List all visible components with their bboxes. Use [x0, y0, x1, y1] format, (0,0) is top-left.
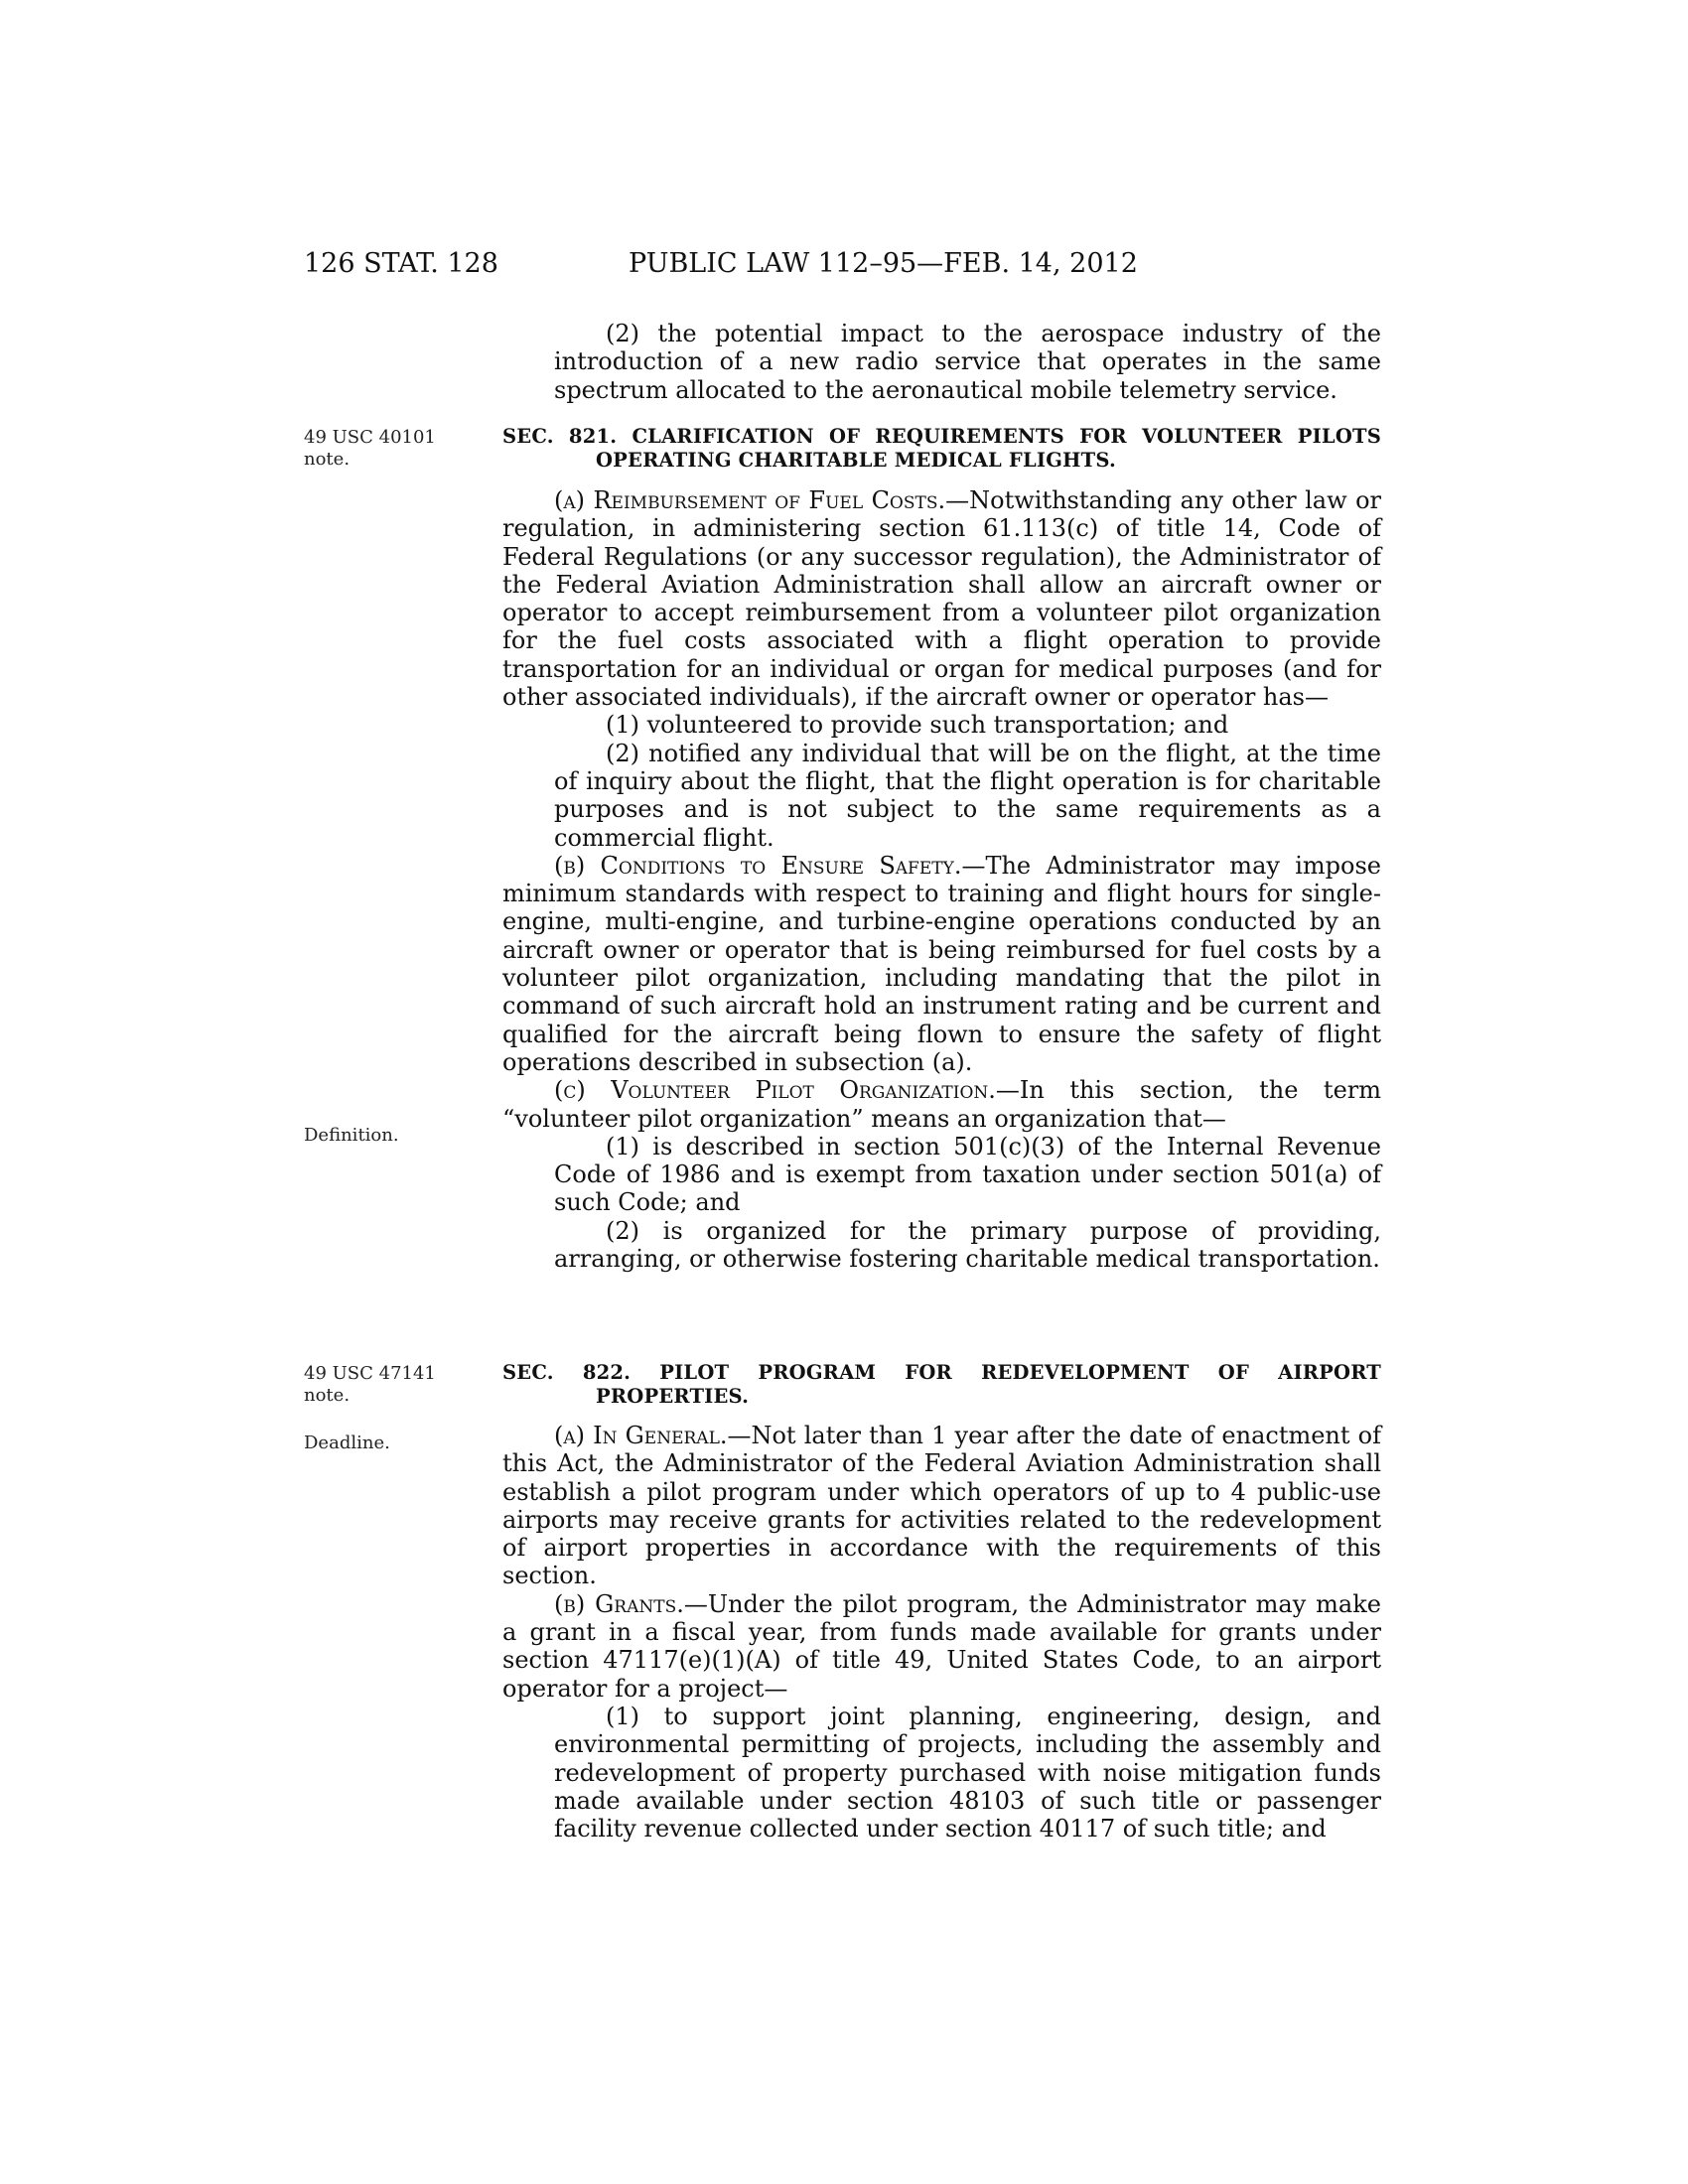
sec-821-b-text: —The Administrator may impose minimum standards with respect to training and flight hours for single-engine, multi-engine, and turbine-engine operations conducted by an aircraft owner or operator that is being reimbursed for fuel costs by a volunteer pilot organization, including mandating that the pilot in command of such aircraft hold an instrument rating and be current and qualified for the aircraft being flown to ensure the safety of flight operations described in subsection (a).	[502, 851, 1382, 1076]
sec-821-a-label: (a) Reimbursement of Fuel Costs.	[554, 486, 946, 514]
continuation-item-2: (2) the potential impact to the aerospace industry of the introduction of a new radio service that operates in the same spectrum allocated to the aeronautical mobile telemetry service.	[554, 320, 1381, 404]
sec-821-c-text: —In this section, the term “volunteer pilot organization” means an organization that—	[502, 1076, 1381, 1133]
sec-822-b-text: —Under the pilot program, the Administrator may make a grant in a fiscal year, from funds made available for grants under section 47117(e)(1)(A) of title 49, United States Code, to an airport operator for a project—	[502, 1589, 1381, 1703]
sec-822-heading: SEC. 822. PILOT PROGRAM FOR REDEVELOPMENT OF AIRPORT PROPERTIES.	[502, 1361, 1381, 1408]
sec-821-c-label: (c) Volunteer Pilot Organization.	[554, 1076, 996, 1105]
sec-821-heading: SEC. 821. CLARIFICATION OF REQUIREMENTS FOR VOLUNTEER PILOTS OPERATING CHARITABLE MEDICAL FLIGHTS.	[502, 425, 1381, 472]
sec-821-heading-block	[502, 425, 1381, 473]
page-header	[0, 248, 1688, 288]
law-title: PUBLIC LAW 112–95—FEB. 14, 2012	[629, 248, 1138, 279]
sec-822-a-text: —Not later than 1 year after the date of enactment of this Act, the Administrator of the Federal Aviation Administration shall establish a pilot program under which operators of up to 4 public-use airports may receive grants for activities related to the redevelopment of airport properties in accordance with the requirements of this section.	[502, 1422, 1381, 1590]
sec-821-body	[502, 486, 1381, 1273]
sec-822-subsection-b	[502, 1590, 1381, 1703]
sec-822-b-label: (b) Grants.	[554, 1589, 684, 1618]
sec-821-a-item-1: (1) volunteered to provide such transportation; and	[606, 711, 1229, 740]
sec-822-subsection-a	[502, 1422, 1381, 1590]
sec-822-heading-block	[502, 1361, 1381, 1409]
sec-821-subsection-a	[502, 486, 1381, 711]
stat-page-number: 126 STAT. 128	[304, 248, 498, 279]
margin-note-definition: Definition.	[304, 1125, 399, 1146]
sec-822-body	[502, 1422, 1381, 1843]
margin-note-usc-40101: 49 USC 40101 note.	[304, 427, 436, 470]
sec-821-a-text: —Notwithstanding any other law or regulation, in administering section 61.113(c) of title 14, Code of Federal Regulations (or any successor regulation), the Administrator of the Federal Aviation Administration shall allow an aircraft owner or operator to accept reimbursement from a volunteer pilot organization for the fuel costs associated with a flight operation to provide transportation for an individual or organ for medical purposes (and for other associated individuals), if the aircraft owner or operator has—	[502, 486, 1381, 712]
margin-note-usc-47141: 49 USC 47141 note.	[304, 1363, 436, 1406]
sec-822-b-item-1: (1) to support joint planning, engineering, design, and environmental permitting of projects, including the assembly and redevelopment of property purchased with noise mitigation funds made available under section 48103 of such title or passenger facility revenue collected under section 40117 of such title; and	[554, 1702, 1381, 1843]
sec-821-subsection-c	[502, 1076, 1381, 1133]
sec-821-b-label: (b) Conditions to Ensure Safety.	[554, 851, 962, 880]
sec-822-a-label: (a) In General.	[554, 1422, 728, 1449]
sec-821-subsection-b	[502, 852, 1381, 1076]
sec-821-c-item-2: (2) is organized for the primary purpose of providing, arranging, or otherwise fostering charitable medical transportation.	[554, 1216, 1381, 1274]
sec-821-a-item-2: (2) notified any individual that will be on the flight, at the time of inquiry about the flight, that the flight operation is for charitable purposes and is not subject to the same requirements as a commercial flight.	[554, 739, 1381, 852]
continuation-block	[502, 320, 1381, 404]
margin-note-deadline: Deadline.	[304, 1433, 390, 1453]
sec-821-c-item-1: (1) is described in section 501(c)(3) of the Internal Revenue Code of 1986 and is exempt from taxation under section 501(a) of such Code; and	[554, 1132, 1381, 1217]
